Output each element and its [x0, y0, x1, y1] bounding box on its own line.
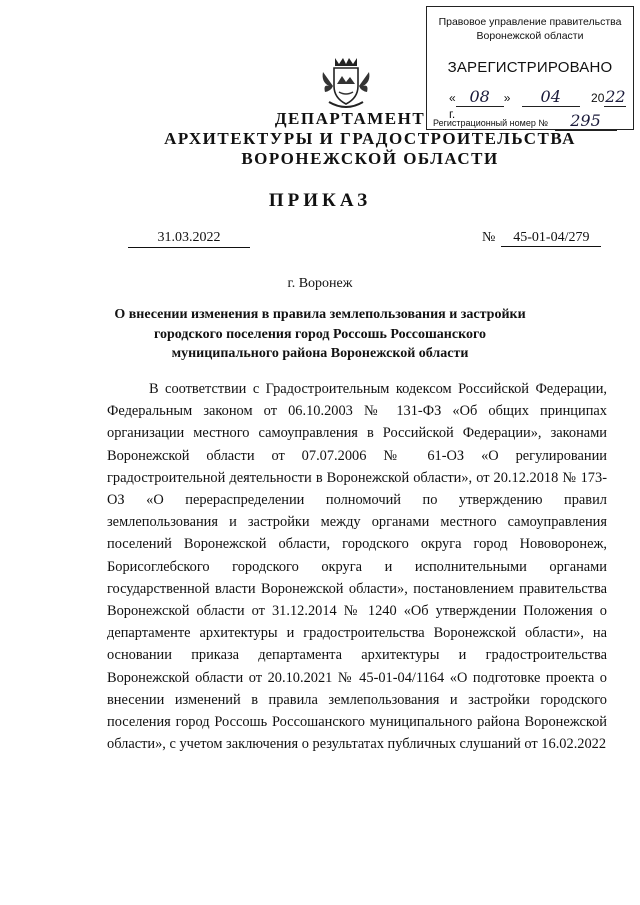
stamp-date: « 08 » 04 2022г. [449, 87, 626, 121]
stamp-year: 22 [605, 87, 626, 106]
department-line-2: АРХИТЕКТУРЫ И ГРАДОСТРОИТЕЛЬСТВА [164, 129, 576, 148]
document-type-title: ПРИКАЗ [268, 190, 372, 211]
order-body-paragraph: В соответствии с Градостроительным кодексом Российской Федерации, Федеральным законом от 06.10.2003 № 131-ФЗ «Об общих принципах организации местного самоуправления в Российской Федерации», законами Воронежской области от 07.07.2006 № 61-ОЗ «О регулировании градостроительной деятельности в Воронежской области», от 20.12.2018 № 173-ОЗ «О перераспределении полномочий по утверждению правил землепользования и застройки между органами местного самоуправления поселений Воронежской области, городского округа город Нововоронеж, Борисоглебского городского округа и исполнительными органами государственной власти Воронежской области», постановлением правительства Воронежской области от 31.12.2014 № 1240 «Об утверждении Положения о департаменте архитектуры и градостроительства Воронежской области», на основании приказа департамента архитектуры и градостроительства Воронежской области от 20.10.2021 № 45-01-04/1164 «О подготовке проекта о внесении изменений в правила землепользования и застройки городского поселения город Россошь Россошанского муниципального района Воронежской области», с учетом заключения о результатах публичных слушаний от 16.02.2022 [107, 381, 607, 753]
department-line-1: ДЕПАРТАМЕНТ [274, 109, 426, 128]
order-number-value: 45-01-04/279 [501, 230, 601, 247]
stamp-reg-number-value: 295 [555, 111, 617, 131]
department-line-3: ВОРОНЕЖСКОЙ ОБЛАСТИ [241, 149, 499, 168]
coat-of-arms-emblem [321, 52, 371, 112]
order-date: 31.03.2022 [128, 230, 250, 248]
order-number: № 45-01-04/279 [482, 230, 601, 247]
stamp-organization: Правовое управление правительства Воронежской области [438, 16, 622, 42]
stamp-month: 04 [522, 87, 580, 107]
order-subject: О внесении изменения в правила землепользования и застройки городского поселения город Россошь Россошанского муниципального района Воронежской области [114, 307, 526, 361]
city-name: г. Воронеж [287, 276, 353, 291]
stamp-registered-label: ЗАРЕГИСТРИРОВАНО [447, 59, 613, 76]
stamp-reg-number: Регистрационный номер № 295 [433, 111, 633, 131]
stamp-day: 08 [456, 87, 504, 107]
